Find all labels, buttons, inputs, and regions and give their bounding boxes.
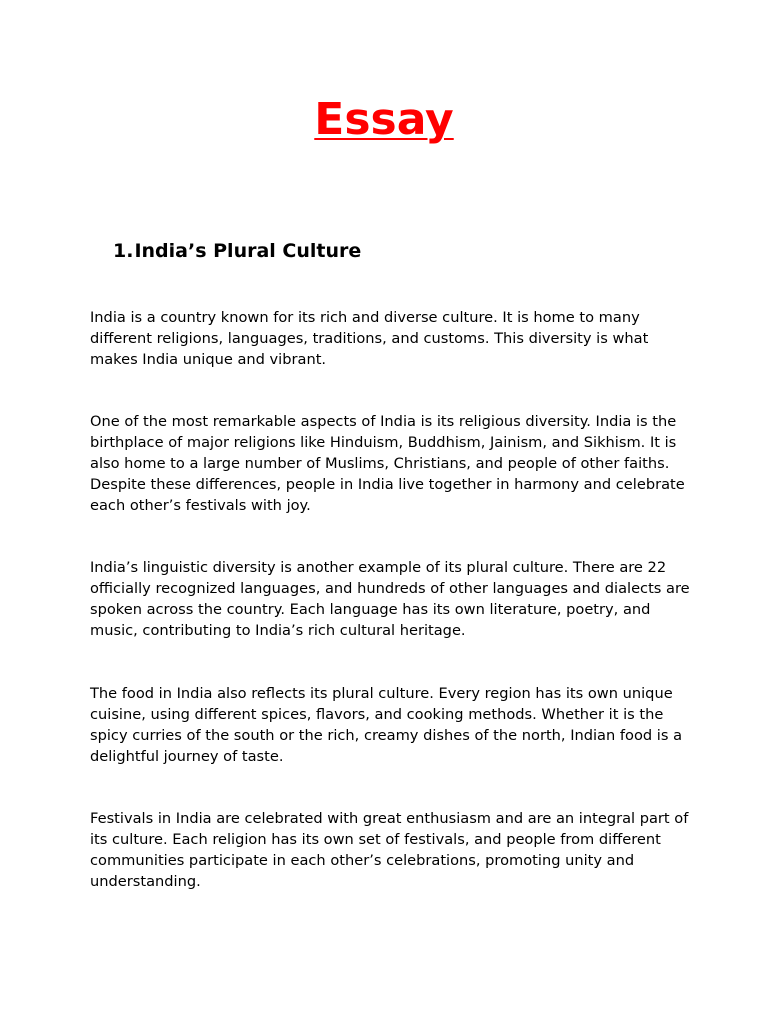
paragraph-intro: India is a country known for its rich and diverse culture. It is home to many different religions, languages, traditions, and customs. This diversity is what makes India unique and vibrant. (90, 309, 649, 368)
paragraph-religion: One of the most remarkable aspects of India is its religious diversity. India is the birthplace of major religions like Hinduism, Buddhism, Jainism, and Sikhism. It is also home to a large number of Muslims, Christians, and people of other faiths. Despite these differences, people in India live together in harmony and celebrate each other’s festivals with joy. (90, 413, 685, 514)
paragraph-festivals: Festivals in India are celebrated with great enthusiasm and are an integral part of its culture. Each religion has its own set of festivals, and people from different communities participate in each other’s celebrations, promoting unity and understanding. (90, 810, 689, 890)
paragraph-language: India’s linguistic diversity is another example of its plural culture. There are 22 officially recognized languages, and hundreds of other languages and dialects are spoken across the country. Each language has its own literature, poetry, and music, contributing to India’s rich cultural heritage. (90, 559, 690, 639)
paragraph-food: The food in India also reflects its plural culture. Every region has its own unique cuisine, using different spices, flavors, and cooking methods. Whether it is the spicy curries of the south or the rich, creamy dishes of the north, Indian food is a delightful journey of taste. (90, 685, 683, 765)
document-title-text: Essay (314, 94, 454, 145)
section-number: 1. (113, 240, 134, 262)
document-title (0, 92, 768, 148)
section-heading (113, 238, 361, 264)
section-title: India’s Plural Culture (134, 240, 362, 262)
